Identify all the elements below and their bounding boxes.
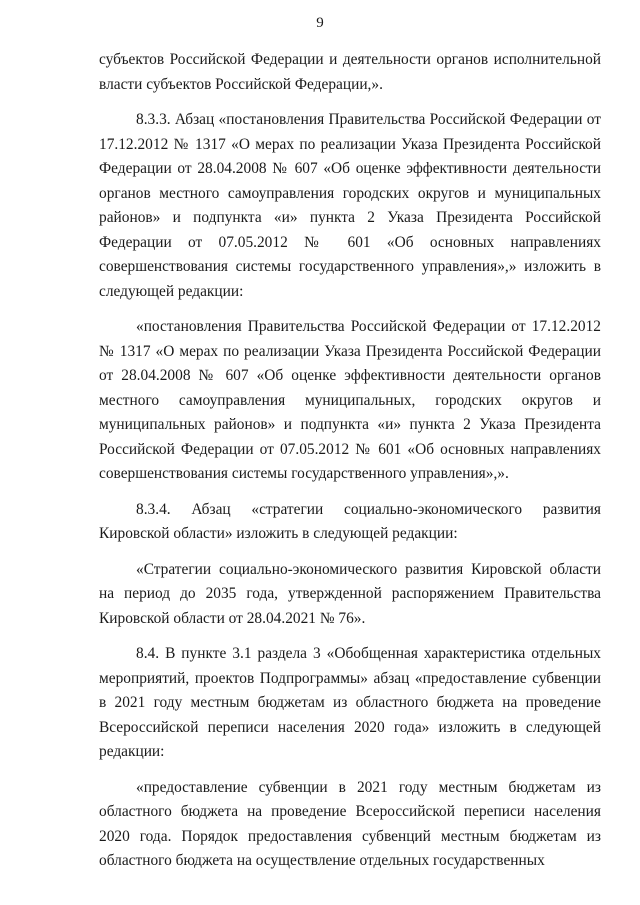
page-number: 9 (316, 15, 324, 31)
paragraph-8-4: 8.4. В пункте 3.1 раздела 3 «Обобщенная характеристика отдельных мероприятий, проектов Подпрограммы» абзац «предоставление субвенции в 2021 году местным бюджетам из областного бюджета на проведение Всероссийской переписи населения 2020 года» изложить в следующей редакции: (99, 645, 601, 760)
paragraph-8-3-4: 8.3.4. Абзац «стратегии социально-экономического развития Кировской области» изложить в следующей редакции: (99, 500, 601, 542)
paragraph-8-4-new-wording: «предоставление субвенции в 2021 году местным бюджетам из областного бюджета на проведение Всероссийской переписи населения 2020 года. Порядок предоставления субвенций местным бюджетам из областного бюджета на осуществление отдельных государственных (99, 778, 601, 869)
paragraph-8-3-3-new-wording: «постановления Правительства Российской Федерации от 17.12.2012 № 1317 «О мерах по реализации Указа Президента Российской Федерации от 28.04.2008 № 607 «Об оценке эффективности деятельности органов местного самоуправления муниципальных, городских округов и муниципальных районов» и подпункта «и» пункта 2 Указа Президента Российской Федерации от 07.05.2012 № 601 «Об основных направлениях совершенствования системы государственного управления»,». (99, 318, 601, 482)
paragraph-8-3-3: 8.3.3. Абзац «постановления Правительства Российской Федерации от 17.12.2012 № 1317 «О мерах по реализации Указа Президента Российской Федерации от 28.04.2008 № 607 «Об оценке эффективности деятельности органов местного самоуправления городских округов и муниципальных районов» и подпункта «и» пункта 2 Указа Президента Российской Федерации от 07.05.2012 № 601 «Об основных направлениях совершенствования системы государственного управления»,» изложить в следующей редакции: (99, 111, 601, 300)
document-body (99, 48, 601, 874)
paragraph-8-3-4-new-wording: «Стратегии социально-экономического развития Кировской области на период до 2035 года, утвержденной распоряжением Правительства Кировской области от 28.04.2021 № 76». (99, 560, 601, 627)
paragraph-continuation: субъектов Российской Федерации и деятельности органов исполнительной власти субъектов Российской Федерации,». (99, 51, 601, 93)
